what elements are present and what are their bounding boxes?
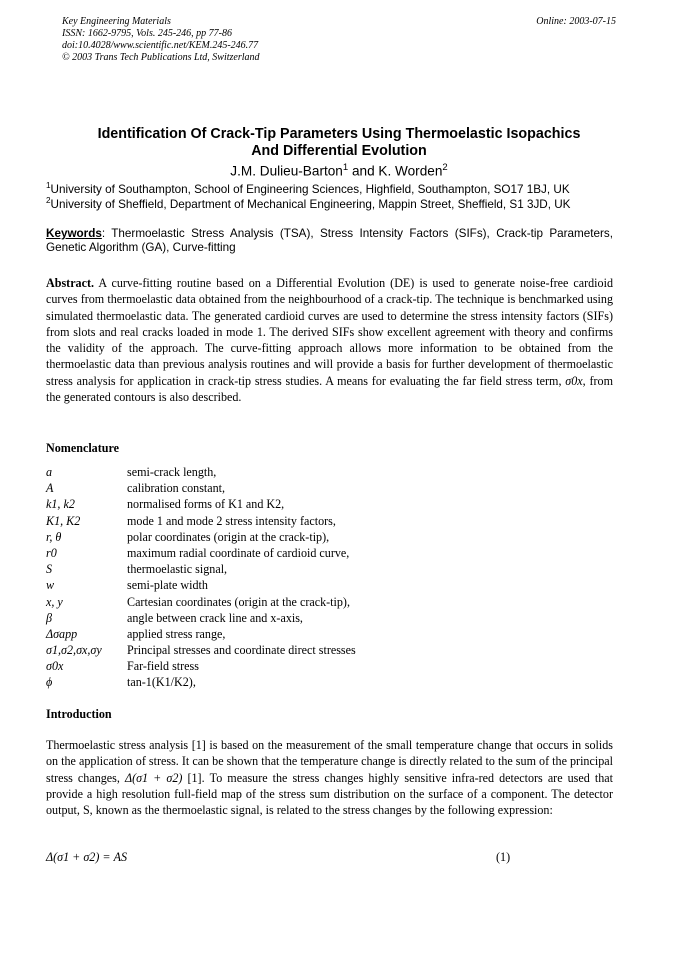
equation-1: Δ(σ1 + σ2) = AS: [46, 850, 128, 864]
affiliation-2: [46, 194, 646, 212]
nomenclature-definition: Principal stresses and coordinate direct stresses: [127, 643, 356, 658]
nomenclature-definition: semi-crack length,: [127, 465, 217, 479]
nomenclature-symbol: S: [46, 562, 53, 577]
keywords-text: : Thermoelastic Stress Analysis (TSA), Stress Intensity Factors (SIFs), Crack-tip Parameters, Genetic Algorithm (GA), Curve-fitting: [46, 227, 613, 254]
nomenclature-symbol: Δσapp: [46, 626, 78, 641]
nomenclature-symbol: β: [46, 610, 53, 625]
nomenclature-definition: Cartesian coordinates (origin at the crack-tip),: [127, 594, 350, 609]
author-1-sup: 1: [342, 162, 349, 173]
affiliation-2-sup: 2: [46, 196, 51, 205]
nomenclature-symbol: w: [46, 578, 55, 593]
title-line-1: Identification Of Crack-Tip Parameters Using Thermoelastic Isopachics: [97, 126, 581, 142]
affiliation-2-text: University of Sheffield, Department of Mechanical Engineering, Mappin Street, Sheffield, S1 3JD, UK: [50, 197, 571, 211]
introduction-paragraph: [46, 737, 613, 818]
abstract-text: A curve-fitting routine based on a Differential Evolution (DE) is used to generate noise-free cardioid curves from thermoelastic data obtained from the neighbourhood of a crack-tip. The technique is benchmarked using simulated thermoelastic data. The generated cardioid curves are used to determine the stress intensity factors (SIFs) from slots and real cracks loaded in mode 1. The derived SIFs show excellent agreement with theory and confirms the validity of the approach. The curve-fitting approach allows more information to be obtained from the thermoelastic data than previous analysis routines and will provide a basis for further development of thermoelastic stress analysis for application in crack-tip stress studies. A means for evaluating the far field stress term,: [46, 276, 613, 388]
journal-name: Key Engineering Materials: [62, 16, 171, 27]
issn-line: ISSN: 1662-9795, Vols. 245-246, pp 77-86: [62, 28, 232, 39]
nomenclature-definition: tan-1(K1/K2),: [127, 675, 196, 690]
intro-text: Thermoelastic stress analysis [1] is based on the measurement of the small temperature change that occurs in solids on the application of stress. It can be shown that the temperature change is directly related to the sum of the principal stress changes,: [46, 738, 613, 785]
introduction-heading: Introduction: [46, 707, 112, 721]
equation-number: (1): [496, 850, 511, 864]
nomenclature-symbol: K1, K2: [46, 513, 81, 528]
stress-sum-formula: Δ(σ1 + σ2): [124, 770, 183, 785]
author-and: and: [348, 163, 379, 179]
paper-title: [46, 126, 632, 160]
abstract: [46, 275, 613, 405]
nomenclature-heading: Nomenclature: [46, 441, 119, 455]
nomenclature-definition: angle between crack line and x-axis,: [127, 610, 303, 625]
far-field-symbol: σ0x: [565, 373, 583, 388]
online-date: Online: 2003-07-15: [536, 16, 616, 27]
author-line: [46, 160, 632, 180]
nomenclature-symbol: a: [46, 465, 53, 479]
nomenclature-definition: mode 1 and mode 2 stress intensity factors,: [127, 513, 336, 528]
nomenclature-symbol: r, θ: [46, 529, 62, 544]
copyright-line: © 2003 Trans Tech Publications Ltd, Switzerland: [62, 52, 260, 63]
intro-text-end: [1]. To measure the stress changes highly sensitive infra-red detectors are used that provide a high resolution full-field map of the stress sum distribution on the surface of a component. The detector output, S, known as the thermoelastic signal, is related to the stress changes by the following expression:: [46, 770, 613, 818]
journal-header: [62, 16, 260, 64]
nomenclature-definition: maximum radial coordinate of cardioid curve,: [127, 545, 350, 560]
nomenclature-symbol: σ0x: [46, 659, 64, 674]
nomenclature-definition: semi-plate width: [127, 578, 208, 593]
nomenclature-symbol: ϕ: [46, 675, 53, 690]
nomenclature-symbol: A: [46, 481, 54, 496]
doi-line: doi:10.4028/www.scientific.net/KEM.245-246.77: [62, 40, 259, 51]
affiliation-1-sup: 1: [46, 181, 51, 190]
author-2-sup: 2: [442, 162, 448, 173]
nomenclature-definition: applied stress range,: [127, 626, 226, 641]
keywords: [46, 227, 613, 255]
author-2: K. Worden: [378, 163, 443, 179]
nomenclature-symbol: k1, k2: [46, 497, 75, 512]
nomenclature-definition: Far-field stress: [127, 659, 199, 674]
keywords-label: Keywords: [46, 227, 102, 240]
affiliation-1-text: University of Southampton, School of Engineering Sciences, Highfield, Southampton, SO17 1BJ, UK: [50, 182, 570, 196]
nomenclature-definition: calibration constant,: [127, 481, 226, 496]
nomenclature-symbol: x, y: [46, 594, 63, 609]
nomenclature-symbol: r0: [46, 545, 57, 560]
nomenclature-definition: normalised forms of K1 and K2,: [127, 497, 285, 512]
abstract-label: Abstract.: [46, 276, 95, 290]
nomenclature-definition: polar coordinates (origin at the crack-tip),: [127, 529, 330, 544]
nomenclature-definition: thermoelastic signal,: [127, 562, 228, 577]
nomenclature-symbol: σ1,σ2,σx,σy: [46, 643, 102, 658]
author-1: J.M. Dulieu-Barton: [230, 163, 343, 179]
title-line-2: And Differential Evolution: [251, 143, 427, 159]
abstract-text-end: , from the generated contours is also described.: [46, 373, 614, 405]
